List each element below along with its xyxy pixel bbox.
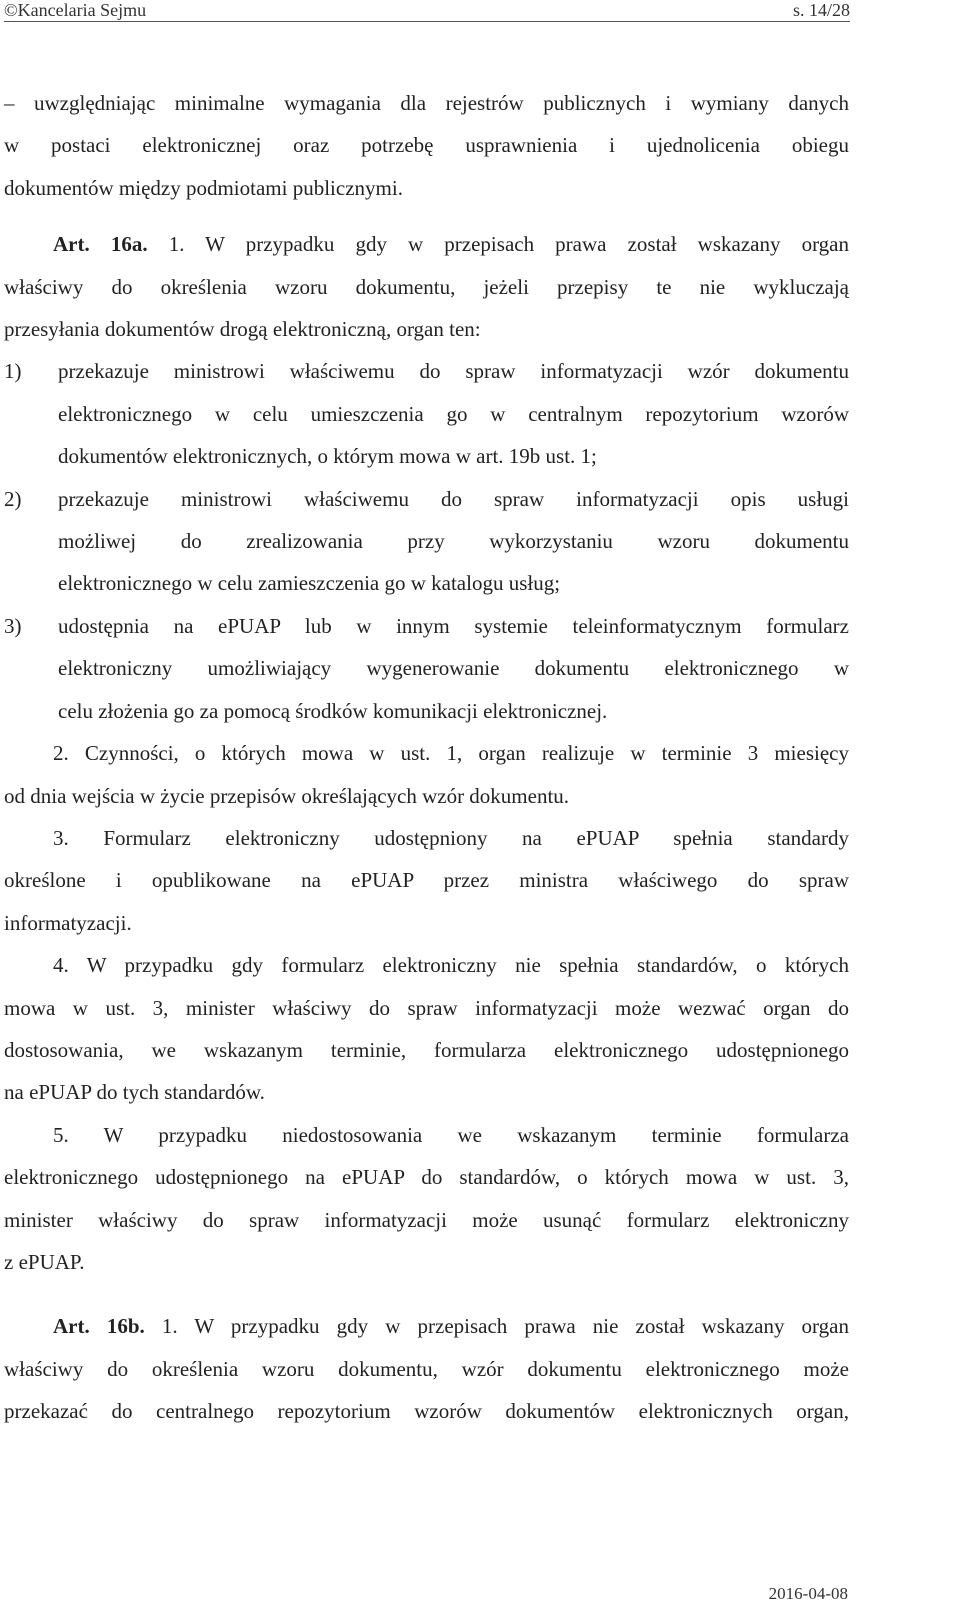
intro-line-2: w postaci elektronicznej oraz potrzebę usprawnienia i ujednolicenia obiegu [4, 133, 849, 158]
list-item-number: 1) [4, 359, 22, 384]
art16b-p1-line-3: przekazać do centralnego repozytorium wzorów dokumentów elektronicznych organ, [4, 1399, 849, 1424]
article-label-16b: Art. 16b. [53, 1314, 145, 1339]
art16a-p4-line-4: na ePUAP do tych standardów. [4, 1080, 265, 1105]
art16a-line-1 [4, 223, 849, 265]
art16a-p1-line-3: przesyłania dokumentów drogą elektroniczną, organ ten: [4, 317, 481, 342]
art16a-p1-line-2: właściwy do określenia wzoru dokumentu, jeżeli przepisy te nie wykluczają [4, 274, 849, 299]
art16a-p3-line-2: określone i opublikowane na ePUAP przez ministra właściwego do spraw [4, 868, 849, 893]
art16a-p3-line-1: 3. Formularz elektroniczny udostępniony na ePUAP spełnia standardy [53, 825, 849, 850]
list-item [4, 478, 849, 605]
list-item [4, 350, 849, 477]
list-item-line: celu złożenia go za pomocą środków komunikacji elektronicznej. [58, 698, 608, 723]
art16a-p5-line-3: minister właściwy do spraw informatyzacji może usunąć formularz elektroniczny [4, 1207, 849, 1232]
art16a-p4-line-2: mowa w ust. 3, minister właściwy do spraw informatyzacji może wezwać organ do [4, 995, 849, 1020]
intro-line-3: dokumentów między podmiotami publicznymi. [4, 175, 403, 200]
document-body [4, 82, 849, 1433]
spacer [4, 1283, 849, 1305]
art16a-p5-line-4: z ePUAP. [4, 1249, 85, 1274]
list-item-line: elektroniczny umożliwiający wygenerowanie dokumentu elektronicznego w [58, 656, 849, 681]
list-item-line: elektronicznego w celu zamieszczenia go w katalogu usług; [58, 571, 561, 596]
spacer [4, 209, 849, 223]
list-item-line: przekazuje ministrowi właściwemu do spraw informatyzacji opis usługi [58, 486, 849, 511]
list-item-text [58, 478, 849, 605]
list-item-number: 2) [4, 486, 22, 511]
art16b-line-1 [4, 1305, 849, 1347]
footer-date: 2016-04-08 [768, 1584, 848, 1603]
list-item-text [58, 605, 849, 732]
list-item-line: możliwej do zrealizowania przy wykorzystaniu wzoru dokumentu [58, 529, 849, 554]
list-item-line: przekazuje ministrowi właściwemu do spraw informatyzacji wzór dokumentu [58, 359, 849, 384]
art16a-p4-line-1: 4. W przypadku gdy formularz elektroniczny nie spełnia standardów, o których [53, 953, 849, 978]
art16a-p5-line-2: elektronicznego udostępnionego na ePUAP do standardów, o których mowa w ust. 3, [4, 1165, 849, 1190]
art16a-p2-line-1: 2. Czynności, o których mowa w ust. 1, organ realizuje w terminie 3 miesięcy [53, 741, 849, 766]
intro-line-1: – uwzględniając minimalne wymagania dla rejestrów publicznych i wymiany danych [4, 91, 849, 115]
art16a-p3-line-3: informatyzacji. [4, 910, 132, 935]
art16a-p5-line-1: 5. W przypadku niedostosowania we wskazanym terminie formularza [53, 1122, 849, 1147]
list-item-text [58, 350, 849, 477]
header-rule [4, 21, 850, 22]
header-page-number: s. 14/28 [792, 0, 850, 20]
art16a-p1-text: 1. W przypadku gdy w przepisach prawa został wskazany organ [147, 232, 850, 257]
list-item [4, 605, 849, 732]
list-item-number: 3) [4, 613, 22, 638]
header-copyright: ©Kancelaria Sejmu [4, 0, 147, 20]
art16a-p4-line-3: dostosowania, we wskazanym terminie, formularza elektronicznego udostępnionego [4, 1037, 849, 1062]
list-item-line: dokumentów elektronicznych, o którym mowa w art. 19b ust. 1; [58, 444, 597, 469]
art16b-p1-line-2: właściwy do określenia wzoru dokumentu, wzór dokumentu elektronicznego może [4, 1356, 849, 1381]
list-item-line: elektronicznego w celu umieszczenia go w centralnym repozytorium wzorów [58, 401, 849, 426]
art16b-p1-text: 1. W przypadku gdy w przepisach prawa nie został wskazany organ [144, 1314, 849, 1339]
art16a-p2-line-2: od dnia wejścia w życie przepisów określających wzór dokumentu. [4, 783, 570, 808]
list-item-line: udostępnia na ePUAP lub w innym systemie teleinformatycznym formularz [58, 613, 849, 638]
article-label-16a: Art. 16a. [53, 232, 148, 257]
